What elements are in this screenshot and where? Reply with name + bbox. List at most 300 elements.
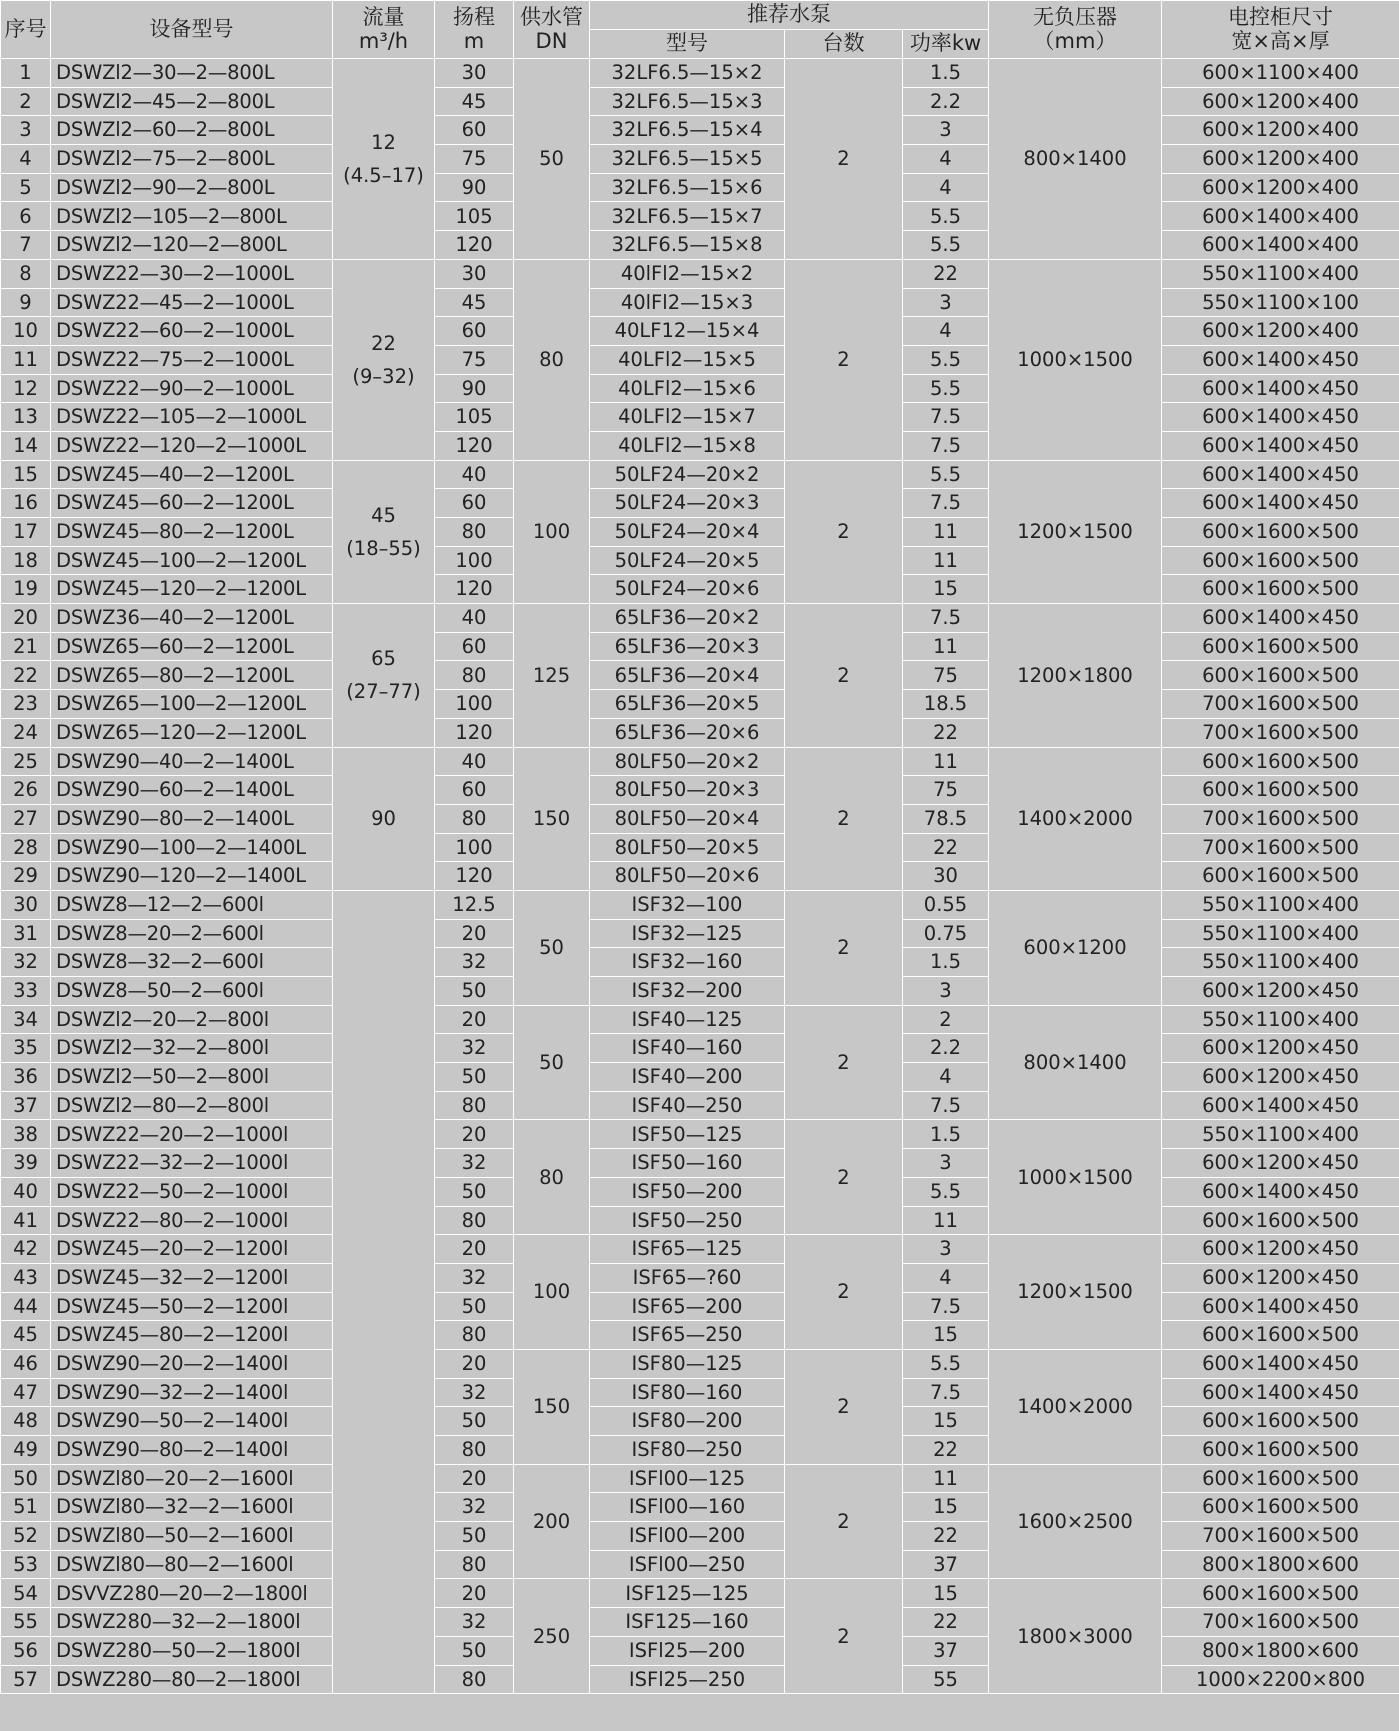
row-pump-power: 5.5 bbox=[903, 231, 989, 260]
row-no: 14 bbox=[1, 431, 51, 460]
row-no: 41 bbox=[1, 1206, 51, 1235]
row-pump-power: 2.2 bbox=[903, 87, 989, 116]
flow-range: (27–77) bbox=[346, 680, 421, 704]
row-pump-model: 40lFl2—15×3 bbox=[590, 288, 785, 317]
header-tank-label: 无负压器 bbox=[1033, 4, 1118, 29]
row-model: DSWZ65—120—2—1200L bbox=[51, 718, 333, 747]
row-no: 34 bbox=[1, 1005, 51, 1034]
row-tank: 1000×1500 bbox=[989, 259, 1162, 460]
table-row bbox=[1, 546, 1399, 575]
table-row bbox=[1, 977, 1399, 1006]
row-pump-model: ISF32—100 bbox=[590, 890, 785, 919]
row-pump-model: ISF80—125 bbox=[590, 1349, 785, 1378]
row-tank: 800×1400 bbox=[989, 59, 1162, 260]
row-cabinet: 600×1600×500 bbox=[1162, 546, 1399, 575]
row-pump-model: ISF50—125 bbox=[590, 1120, 785, 1149]
table-row bbox=[1, 1063, 1399, 1092]
table-row bbox=[1, 661, 1399, 690]
row-pump-qty: 2 bbox=[785, 1349, 903, 1464]
row-head: 120 bbox=[435, 575, 514, 604]
row-no: 17 bbox=[1, 518, 51, 547]
table-row bbox=[1, 604, 1399, 633]
row-head: 32 bbox=[435, 1608, 514, 1637]
table-row bbox=[1, 460, 1399, 489]
table-row bbox=[1, 1522, 1399, 1551]
flow-value: 65 bbox=[371, 647, 396, 671]
row-pump-power: 1.5 bbox=[903, 948, 989, 977]
table-row bbox=[1, 1550, 1399, 1579]
row-dn: 125 bbox=[514, 604, 590, 747]
row-pump-power: 7.5 bbox=[903, 1292, 989, 1321]
row-pump-power: 7.5 bbox=[903, 1091, 989, 1120]
row-cabinet: 600×1400×450 bbox=[1162, 403, 1399, 432]
row-pump-model: 32LF6.5—15×7 bbox=[590, 202, 785, 231]
row-cabinet: 600×1200×400 bbox=[1162, 173, 1399, 202]
table-row bbox=[1, 1149, 1399, 1178]
row-pump-power: 78.5 bbox=[903, 804, 989, 833]
row-head: 80 bbox=[435, 1206, 514, 1235]
row-pump-power: 22 bbox=[903, 1608, 989, 1637]
row-pump-power: 15 bbox=[903, 1579, 989, 1608]
row-cabinet: 600×1400×450 bbox=[1162, 460, 1399, 489]
row-cabinet: 600×1600×500 bbox=[1162, 1464, 1399, 1493]
flow-value: 45 bbox=[371, 503, 396, 527]
row-pump-power: 22 bbox=[903, 833, 989, 862]
row-no: 21 bbox=[1, 632, 51, 661]
row-cabinet: 600×1200×450 bbox=[1162, 1034, 1399, 1063]
row-head: 75 bbox=[435, 145, 514, 174]
row-pump-qty: 2 bbox=[785, 1579, 903, 1694]
row-model: DSWZ36—40—2—1200L bbox=[51, 604, 333, 633]
row-model: DSWZ65—100—2—1200L bbox=[51, 690, 333, 719]
header-model: 设备型号 bbox=[51, 1, 333, 59]
row-cabinet: 600×1200×450 bbox=[1162, 1235, 1399, 1264]
row-no: 19 bbox=[1, 575, 51, 604]
row-pump-model: 32LF6.5—15×5 bbox=[590, 145, 785, 174]
row-pump-power: 15 bbox=[903, 1493, 989, 1522]
row-cabinet: 550×1100×400 bbox=[1162, 919, 1399, 948]
header-seq: 序号 bbox=[1, 1, 51, 59]
row-pump-model: ISF80—200 bbox=[590, 1407, 785, 1436]
row-pump-power: 4 bbox=[903, 1263, 989, 1292]
row-model: DSWZl80—20—2—1600l bbox=[51, 1464, 333, 1493]
row-dn: 100 bbox=[514, 460, 590, 603]
table-row bbox=[1, 345, 1399, 374]
row-model: DSWZ22—32—2—1000l bbox=[51, 1149, 333, 1178]
row-head: 80 bbox=[435, 1321, 514, 1350]
table-row bbox=[1, 718, 1399, 747]
row-pump-model: ISFl00—125 bbox=[590, 1464, 785, 1493]
row-model: DSWZ90—20—2—1400l bbox=[51, 1349, 333, 1378]
row-head: 32 bbox=[435, 948, 514, 977]
row-no: 39 bbox=[1, 1149, 51, 1178]
row-no: 36 bbox=[1, 1063, 51, 1092]
row-dn: 80 bbox=[514, 1120, 590, 1235]
header-head-unit: m bbox=[463, 28, 485, 53]
row-pump-model: ISF50—200 bbox=[590, 1177, 785, 1206]
row-cabinet: 600×1400×450 bbox=[1162, 1378, 1399, 1407]
table-row bbox=[1, 87, 1399, 116]
header-pipe-unit: DN bbox=[535, 28, 568, 53]
row-cabinet: 550×1100×400 bbox=[1162, 948, 1399, 977]
row-head: 80 bbox=[435, 661, 514, 690]
table-row bbox=[1, 1493, 1399, 1522]
row-pump-power: 7.5 bbox=[903, 403, 989, 432]
row-no: 10 bbox=[1, 317, 51, 346]
row-pump-model: ISF40—125 bbox=[590, 1005, 785, 1034]
row-pump-model: 65LF36—20×3 bbox=[590, 632, 785, 661]
row-pump-model: 40LFl2—15×5 bbox=[590, 345, 785, 374]
row-model: DSWZ45—80—2—1200l bbox=[51, 1321, 333, 1350]
row-tank: 1200×1800 bbox=[989, 604, 1162, 747]
table-row bbox=[1, 833, 1399, 862]
row-head: 32 bbox=[435, 1378, 514, 1407]
row-cabinet: 600×1200×450 bbox=[1162, 977, 1399, 1006]
row-pump-power: 2 bbox=[903, 1005, 989, 1034]
row-pump-power: 30 bbox=[903, 862, 989, 891]
row-pump-model: 50LF24—20×4 bbox=[590, 518, 785, 547]
row-model: DSWZ22—50—2—1000l bbox=[51, 1177, 333, 1206]
row-head: 50 bbox=[435, 1407, 514, 1436]
row-no: 22 bbox=[1, 661, 51, 690]
row-no: 20 bbox=[1, 604, 51, 633]
row-pump-model: ISF32—200 bbox=[590, 977, 785, 1006]
row-pump-power: 11 bbox=[903, 1464, 989, 1493]
flow-value: 22 bbox=[371, 331, 396, 355]
row-no: 11 bbox=[1, 345, 51, 374]
row-no: 9 bbox=[1, 288, 51, 317]
row-head: 75 bbox=[435, 345, 514, 374]
row-head: 20 bbox=[435, 1579, 514, 1608]
row-pump-model: ISFl00—250 bbox=[590, 1550, 785, 1579]
row-cabinet: 600×1400×450 bbox=[1162, 345, 1399, 374]
row-tank: 1200×1500 bbox=[989, 460, 1162, 603]
header-cabinet-unit: 宽×高×厚 bbox=[1231, 28, 1330, 53]
row-pump-model: 65LF36—20×4 bbox=[590, 661, 785, 690]
row-flow bbox=[333, 604, 435, 747]
row-pump-power: 15 bbox=[903, 1321, 989, 1350]
row-pump-power: 3 bbox=[903, 116, 989, 145]
row-pump-model: ISFl00—200 bbox=[590, 1522, 785, 1551]
row-pump-power: 11 bbox=[903, 1206, 989, 1235]
row-model: DSWZ90—50—2—1400l bbox=[51, 1407, 333, 1436]
table-row bbox=[1, 489, 1399, 518]
row-head: 105 bbox=[435, 403, 514, 432]
row-cabinet: 700×1600×500 bbox=[1162, 1522, 1399, 1551]
row-head: 20 bbox=[435, 1464, 514, 1493]
row-head: 30 bbox=[435, 59, 514, 88]
row-model: DSWZ45—60—2—1200L bbox=[51, 489, 333, 518]
row-pump-power: 7.5 bbox=[903, 604, 989, 633]
row-cabinet: 600×1200×450 bbox=[1162, 1263, 1399, 1292]
row-cabinet: 550×1100×400 bbox=[1162, 890, 1399, 919]
row-no: 50 bbox=[1, 1464, 51, 1493]
row-pump-power: 22 bbox=[903, 1436, 989, 1465]
row-pump-power: 3 bbox=[903, 288, 989, 317]
row-pump-model: ISF40—200 bbox=[590, 1063, 785, 1092]
flow-range: (9–32) bbox=[352, 364, 415, 388]
row-cabinet: 600×1400×450 bbox=[1162, 1177, 1399, 1206]
row-model: DSWZl80—80—2—1600l bbox=[51, 1550, 333, 1579]
row-model: DSWZ65—60—2—1200L bbox=[51, 632, 333, 661]
row-no: 56 bbox=[1, 1636, 51, 1665]
row-no: 29 bbox=[1, 862, 51, 891]
row-head: 80 bbox=[435, 1091, 514, 1120]
row-model: DSWZ8—12—2—600l bbox=[51, 890, 333, 919]
header-tank-unit: （mm） bbox=[1033, 28, 1117, 53]
row-head: 20 bbox=[435, 919, 514, 948]
row-dn: 150 bbox=[514, 747, 590, 890]
row-pump-power: 4 bbox=[903, 317, 989, 346]
row-model: DSWZ90—40—2—1400L bbox=[51, 747, 333, 776]
table-row bbox=[1, 1349, 1399, 1378]
row-pump-power: 5.5 bbox=[903, 1349, 989, 1378]
row-head: 50 bbox=[435, 1177, 514, 1206]
header-head bbox=[435, 1, 514, 59]
row-cabinet: 700×1600×500 bbox=[1162, 804, 1399, 833]
row-model: DSVVZ280—20—2—1800l bbox=[51, 1579, 333, 1608]
row-head: 40 bbox=[435, 460, 514, 489]
row-model: DSWZ22—80—2—1000l bbox=[51, 1206, 333, 1235]
table-row bbox=[1, 1636, 1399, 1665]
row-no: 38 bbox=[1, 1120, 51, 1149]
table-row bbox=[1, 1321, 1399, 1350]
header-pipe bbox=[514, 1, 590, 59]
row-pump-power: 5.5 bbox=[903, 374, 989, 403]
header-flow-label: 流量 bbox=[362, 4, 405, 29]
row-head: 120 bbox=[435, 862, 514, 891]
row-pump-power: 3 bbox=[903, 977, 989, 1006]
row-head: 32 bbox=[435, 1034, 514, 1063]
row-pump-qty: 2 bbox=[785, 460, 903, 603]
row-head: 50 bbox=[435, 1292, 514, 1321]
row-model: DSWZ45—120—2—1200L bbox=[51, 575, 333, 604]
header-pump-power: 功率kw bbox=[903, 30, 989, 59]
row-no: 30 bbox=[1, 890, 51, 919]
header-flow-unit: m³/h bbox=[358, 28, 409, 53]
row-model: DSWZl2—90—2—800L bbox=[51, 173, 333, 202]
row-no: 6 bbox=[1, 202, 51, 231]
row-pump-power: 22 bbox=[903, 718, 989, 747]
row-model: DSWZ45—20—2—1200l bbox=[51, 1235, 333, 1264]
row-model: DSWZ90—80—2—1400L bbox=[51, 804, 333, 833]
flow-range: (4.5–17) bbox=[343, 163, 424, 187]
row-tank: 1200×1500 bbox=[989, 1235, 1162, 1350]
row-cabinet: 700×1600×500 bbox=[1162, 1608, 1399, 1637]
row-no: 3 bbox=[1, 116, 51, 145]
row-dn: 80 bbox=[514, 259, 590, 460]
header-pump-group: 推荐水泵 bbox=[590, 1, 989, 30]
row-cabinet: 600×1200×400 bbox=[1162, 317, 1399, 346]
row-pump-power: 11 bbox=[903, 546, 989, 575]
row-flow bbox=[333, 59, 435, 260]
row-pump-model: 32LF6.5—15×4 bbox=[590, 116, 785, 145]
row-pump-model: 40LFl2—15×6 bbox=[590, 374, 785, 403]
row-cabinet: 700×1600×500 bbox=[1162, 718, 1399, 747]
row-model: DSWZ90—100—2—1400L bbox=[51, 833, 333, 862]
row-pump-power: 15 bbox=[903, 575, 989, 604]
row-model: DSWZ45—32—2—1200l bbox=[51, 1263, 333, 1292]
flow-range: (18–55) bbox=[346, 536, 421, 560]
row-no: 43 bbox=[1, 1263, 51, 1292]
table-row bbox=[1, 518, 1399, 547]
row-pump-model: 80LF50—20×2 bbox=[590, 747, 785, 776]
row-no: 52 bbox=[1, 1522, 51, 1551]
row-pump-power: 5.5 bbox=[903, 202, 989, 231]
row-pump-model: 32LF6.5—15×8 bbox=[590, 231, 785, 260]
row-cabinet: 800×1800×600 bbox=[1162, 1550, 1399, 1579]
row-cabinet: 550×1100×400 bbox=[1162, 1005, 1399, 1034]
row-no: 37 bbox=[1, 1091, 51, 1120]
row-pump-model: ISF125—125 bbox=[590, 1579, 785, 1608]
row-head: 50 bbox=[435, 1063, 514, 1092]
row-model: DSWZ65—80—2—1200L bbox=[51, 661, 333, 690]
table-row bbox=[1, 919, 1399, 948]
table-row bbox=[1, 1263, 1399, 1292]
row-no: 44 bbox=[1, 1292, 51, 1321]
row-head: 30 bbox=[435, 259, 514, 288]
row-cabinet: 600×1600×500 bbox=[1162, 747, 1399, 776]
row-head: 105 bbox=[435, 202, 514, 231]
row-head: 32 bbox=[435, 1149, 514, 1178]
row-pump-model: 65LF36—20×2 bbox=[590, 604, 785, 633]
row-cabinet: 600×1200×450 bbox=[1162, 1063, 1399, 1092]
table-row bbox=[1, 1292, 1399, 1321]
row-pump-model: ISF40—250 bbox=[590, 1091, 785, 1120]
row-cabinet: 550×1100×400 bbox=[1162, 259, 1399, 288]
row-head: 20 bbox=[435, 1120, 514, 1149]
row-model: DSWZl80—50—2—1600l bbox=[51, 1522, 333, 1551]
row-head: 12.5 bbox=[435, 890, 514, 919]
row-head: 80 bbox=[435, 518, 514, 547]
row-no: 26 bbox=[1, 776, 51, 805]
row-pump-model: ISF80—160 bbox=[590, 1378, 785, 1407]
row-no: 40 bbox=[1, 1177, 51, 1206]
row-cabinet: 600×1400×450 bbox=[1162, 374, 1399, 403]
table-row bbox=[1, 288, 1399, 317]
row-pump-qty: 2 bbox=[785, 259, 903, 460]
flow-value: 12 bbox=[371, 130, 396, 154]
row-pump-model: 65LF36—20×6 bbox=[590, 718, 785, 747]
row-cabinet: 600×1600×500 bbox=[1162, 862, 1399, 891]
row-no: 45 bbox=[1, 1321, 51, 1350]
row-cabinet: 600×1600×500 bbox=[1162, 1579, 1399, 1608]
table-row bbox=[1, 1579, 1399, 1608]
row-no: 55 bbox=[1, 1608, 51, 1637]
row-pump-power: 5.5 bbox=[903, 460, 989, 489]
row-model: DSWZl2—105—2—800L bbox=[51, 202, 333, 231]
table-row bbox=[1, 575, 1399, 604]
row-head: 32 bbox=[435, 1263, 514, 1292]
row-cabinet: 600×1400×450 bbox=[1162, 489, 1399, 518]
row-model: DSWZ280—32—2—1800l bbox=[51, 1608, 333, 1637]
row-cabinet: 600×1200×450 bbox=[1162, 1149, 1399, 1178]
row-pump-power: 1.5 bbox=[903, 1120, 989, 1149]
table-row bbox=[1, 890, 1399, 919]
row-pump-power: 5.5 bbox=[903, 345, 989, 374]
row-dn: 150 bbox=[514, 1349, 590, 1464]
table-row bbox=[1, 231, 1399, 260]
row-pump-power: 2.2 bbox=[903, 1034, 989, 1063]
table-row bbox=[1, 862, 1399, 891]
row-cabinet: 600×1400×450 bbox=[1162, 1091, 1399, 1120]
row-pump-qty: 2 bbox=[785, 1005, 903, 1120]
table-row bbox=[1, 145, 1399, 174]
row-no: 47 bbox=[1, 1378, 51, 1407]
table-row bbox=[1, 173, 1399, 202]
row-cabinet: 600×1600×500 bbox=[1162, 776, 1399, 805]
table-row bbox=[1, 1464, 1399, 1493]
table-row bbox=[1, 1034, 1399, 1063]
row-pump-power: 7.5 bbox=[903, 431, 989, 460]
row-dn: 50 bbox=[514, 59, 590, 260]
row-cabinet: 550×1100×400 bbox=[1162, 1120, 1399, 1149]
row-no: 53 bbox=[1, 1550, 51, 1579]
row-dn: 50 bbox=[514, 1005, 590, 1120]
table-row bbox=[1, 1378, 1399, 1407]
row-head: 20 bbox=[435, 1005, 514, 1034]
row-pump-power: 37 bbox=[903, 1550, 989, 1579]
row-head: 60 bbox=[435, 489, 514, 518]
row-cabinet: 700×1600×500 bbox=[1162, 833, 1399, 862]
flow-value: 90 bbox=[371, 807, 396, 831]
table-row bbox=[1, 374, 1399, 403]
table-row bbox=[1, 202, 1399, 231]
row-no: 27 bbox=[1, 804, 51, 833]
row-pump-power: 4 bbox=[903, 173, 989, 202]
row-head: 100 bbox=[435, 833, 514, 862]
row-pump-model: ISF50—160 bbox=[590, 1149, 785, 1178]
row-pump-qty: 2 bbox=[785, 1235, 903, 1350]
row-model: DSWZ45—50—2—1200l bbox=[51, 1292, 333, 1321]
row-no: 46 bbox=[1, 1349, 51, 1378]
row-tank: 1600×2500 bbox=[989, 1464, 1162, 1579]
table-row bbox=[1, 1177, 1399, 1206]
row-pump-model: 40LFl2—15×7 bbox=[590, 403, 785, 432]
row-pump-power: 37 bbox=[903, 1636, 989, 1665]
table-row bbox=[1, 1665, 1399, 1694]
row-pump-model: 32LF6.5—15×6 bbox=[590, 173, 785, 202]
row-no: 5 bbox=[1, 173, 51, 202]
row-cabinet: 800×1800×600 bbox=[1162, 1636, 1399, 1665]
row-pump-model: 80LF50—20×5 bbox=[590, 833, 785, 862]
header-head-label: 扬程 bbox=[453, 4, 495, 29]
row-tank: 1400×2000 bbox=[989, 1349, 1162, 1464]
row-tank: 1800×3000 bbox=[989, 1579, 1162, 1694]
row-head: 80 bbox=[435, 1550, 514, 1579]
row-pump-power: 11 bbox=[903, 518, 989, 547]
row-cabinet: 600×1600×500 bbox=[1162, 1321, 1399, 1350]
table-row bbox=[1, 632, 1399, 661]
row-no: 24 bbox=[1, 718, 51, 747]
row-no: 25 bbox=[1, 747, 51, 776]
row-model: DSWZl2—32—2—800l bbox=[51, 1034, 333, 1063]
row-head: 60 bbox=[435, 317, 514, 346]
row-no: 49 bbox=[1, 1436, 51, 1465]
row-pump-model: 40LF12—15×4 bbox=[590, 317, 785, 346]
row-no: 23 bbox=[1, 690, 51, 719]
row-dn: 100 bbox=[514, 1235, 590, 1350]
row-model: DSWZ22—30—2—1000L bbox=[51, 259, 333, 288]
row-model: DSWZl2—80—2—800l bbox=[51, 1091, 333, 1120]
row-pump-power: 3 bbox=[903, 1149, 989, 1178]
row-head: 80 bbox=[435, 1436, 514, 1465]
row-model: DSWZl80—32—2—1600l bbox=[51, 1493, 333, 1522]
row-pump-model: 32LF6.5—15×3 bbox=[590, 87, 785, 116]
row-no: 54 bbox=[1, 1579, 51, 1608]
header-pump-qty: 台数 bbox=[785, 30, 903, 59]
row-no: 42 bbox=[1, 1235, 51, 1264]
